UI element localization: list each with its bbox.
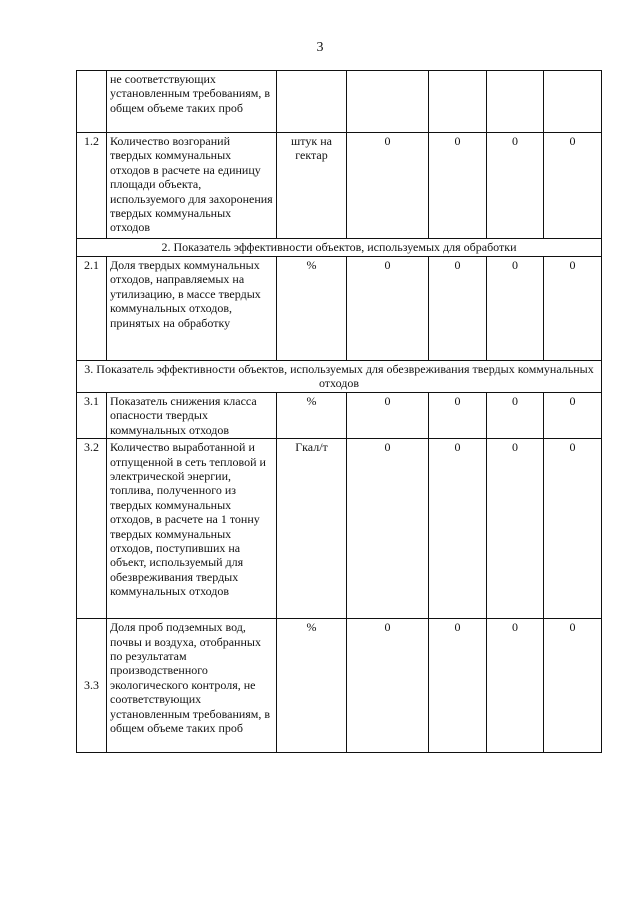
unit-cell: % [277,257,347,361]
value-cell: 0 [487,257,544,361]
unit-cell [277,71,347,133]
value-cell: 0 [347,257,429,361]
indicator-name: Доля твердых коммунальных отходов, направляемых на утилизацию, в массе твердых коммунальных отходов, принятых на обработку [107,257,277,361]
row-number: 1.2 [77,133,107,239]
value-cell: 0 [347,619,429,753]
value-cell: 0 [487,133,544,239]
value-cell: 0 [487,439,544,619]
section-row [77,361,602,393]
value-cell: 0 [347,439,429,619]
value-cell [544,71,602,133]
value-cell: 0 [487,393,544,439]
indicator-name: Доля проб подземных вод, почвы и воздуха, отобранных по результатам производственного экологического контроля, не соответствующих установленным требованиям, в общем объеме таких проб [107,619,277,753]
value-cell: 0 [347,393,429,439]
table-row [77,393,602,439]
value-cell: 0 [429,133,487,239]
indicator-name: Количество выработанной и отпущенной в сеть тепловой и электрической энергии, топлива, полученного из твердых коммунальных отходов, в расчете на 1 тонну твердых коммунальных отходов, поступивших на объект, используемый для обезвреживания твердых коммунальных отходов [107,439,277,619]
value-cell: 0 [544,257,602,361]
page-number: 3 [316,40,324,55]
row-number: 3.3 [77,619,107,753]
value-cell: 0 [429,393,487,439]
table-row [77,257,602,361]
row-number: 2.1 [77,257,107,361]
unit-cell: штук на гектар [277,133,347,239]
row-number [77,71,107,133]
indicator-name: не соответствующих установленным требованиям, в общем объеме таких проб [107,71,277,133]
value-cell: 0 [429,257,487,361]
table-row [77,71,602,133]
unit-cell: Гкал/т [277,439,347,619]
row-number: 3.1 [77,393,107,439]
value-cell: 0 [429,619,487,753]
indicators-table [76,70,602,753]
value-cell: 0 [544,619,602,753]
value-cell: 0 [544,439,602,619]
section-heading: 2. Показатель эффективности объектов, используемых для обработки [77,239,602,257]
value-cell [347,71,429,133]
section-row [77,239,602,257]
value-cell: 0 [544,393,602,439]
section-heading: 3. Показатель эффективности объектов, используемых для обезвреживания твердых коммунальных отходов [77,361,602,393]
row-number: 3.2 [77,439,107,619]
indicator-name: Показатель снижения класса опасности твердых коммунальных отходов [107,393,277,439]
indicator-name: Количество возгораний твердых коммунальных отходов в расчете на единицу площади объекта, используемого для захоронения твердых коммунальных отходов [107,133,277,239]
value-cell [429,71,487,133]
table-row [77,439,602,619]
value-cell: 0 [544,133,602,239]
value-cell: 0 [429,439,487,619]
value-cell: 0 [347,133,429,239]
table-row [77,133,602,239]
table-row [77,619,602,753]
unit-cell: % [277,393,347,439]
value-cell: 0 [487,619,544,753]
value-cell [487,71,544,133]
unit-cell: % [277,619,347,753]
